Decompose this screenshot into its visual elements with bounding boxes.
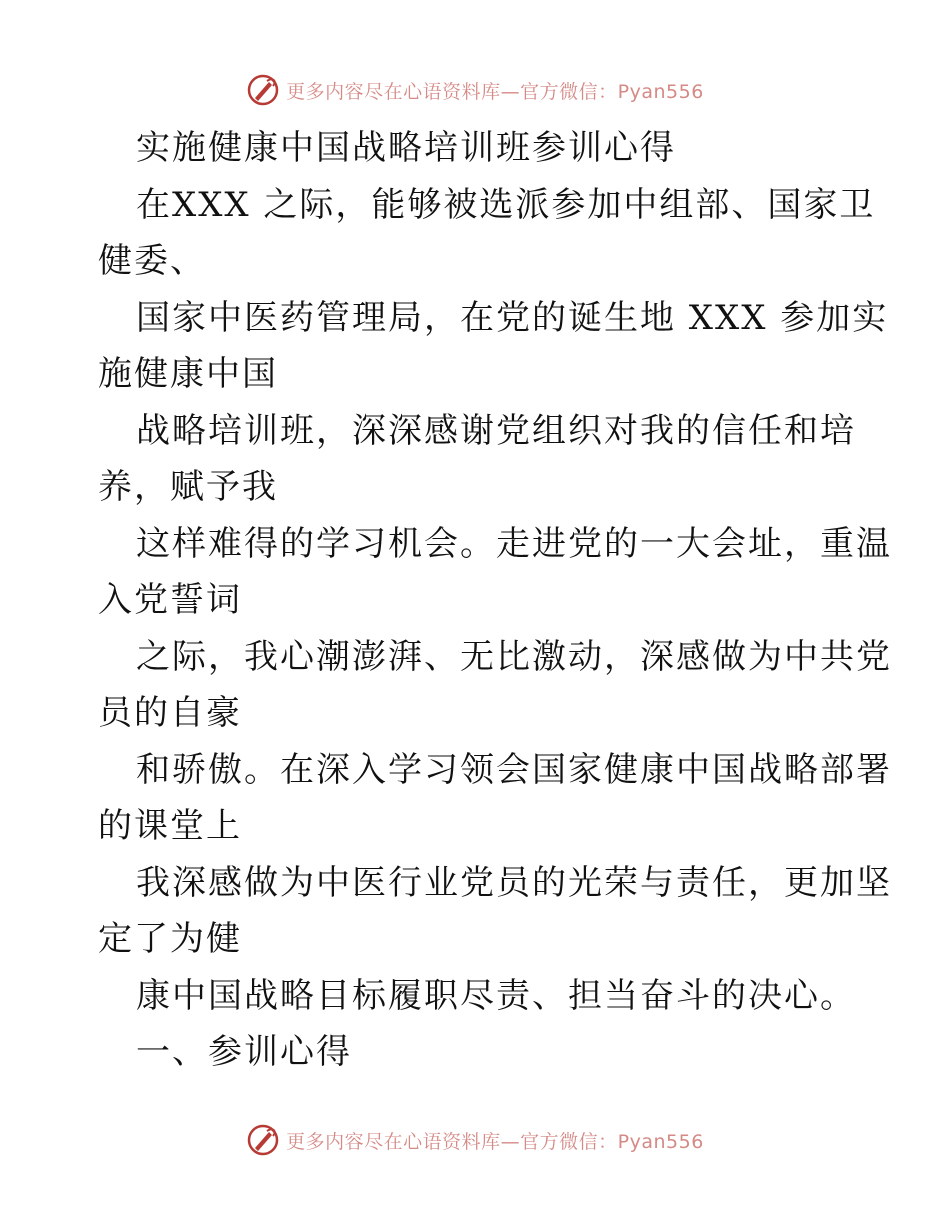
paragraph-line: 入党誓词 [98, 580, 242, 620]
paragraph-line: 在XXX 之际，能够被选派参加中组部、国家卫 [136, 184, 876, 225]
paragraph-line: 健委、 [98, 241, 206, 281]
paragraph-line: 施健康中国 [98, 354, 278, 394]
pen-logo-icon [246, 73, 280, 107]
paragraph-line: 定了为健 [98, 919, 242, 959]
paragraph-line: 养，赋予我 [98, 467, 278, 507]
paragraph-line: 之际，我心潮澎湃、无比激动，深感做为中共党 [136, 636, 892, 677]
document-title: 实施健康中国战略培训班参训心得 [136, 128, 676, 168]
paragraph-line: 我深感做为中医行业党员的光荣与责任，更加坚 [136, 862, 892, 903]
document-body [98, 120, 892, 1081]
footer-watermark [0, 1120, 950, 1160]
watermark-text: 更多内容尽在心语资料库—官方微信：Pyan556 [286, 1130, 704, 1153]
paragraph-line: 的课堂上 [98, 806, 242, 846]
watermark-text: 更多内容尽在心语资料库—官方微信：Pyan556 [286, 80, 704, 103]
paragraph-line: 这样难得的学习机会。走进党的一大会址，重温 [136, 523, 892, 564]
paragraph-line: 员的自豪 [98, 693, 242, 733]
section-heading: 一、参训心得 [136, 1032, 352, 1072]
paragraph-line: 国家中医药管理局，在党的诞生地 XXX 参加实 [136, 297, 889, 338]
pen-logo-icon [246, 1123, 280, 1157]
header-watermark [0, 70, 950, 110]
paragraph-line: 康中国战略目标履职尽责、担当奋斗的决心。 [136, 975, 856, 1016]
paragraph-line: 和骄傲。在深入学习领会国家健康中国战略部署 [136, 749, 892, 790]
paragraph-line: 战略培训班，深深感谢党组织对我的信任和培 [136, 410, 856, 451]
